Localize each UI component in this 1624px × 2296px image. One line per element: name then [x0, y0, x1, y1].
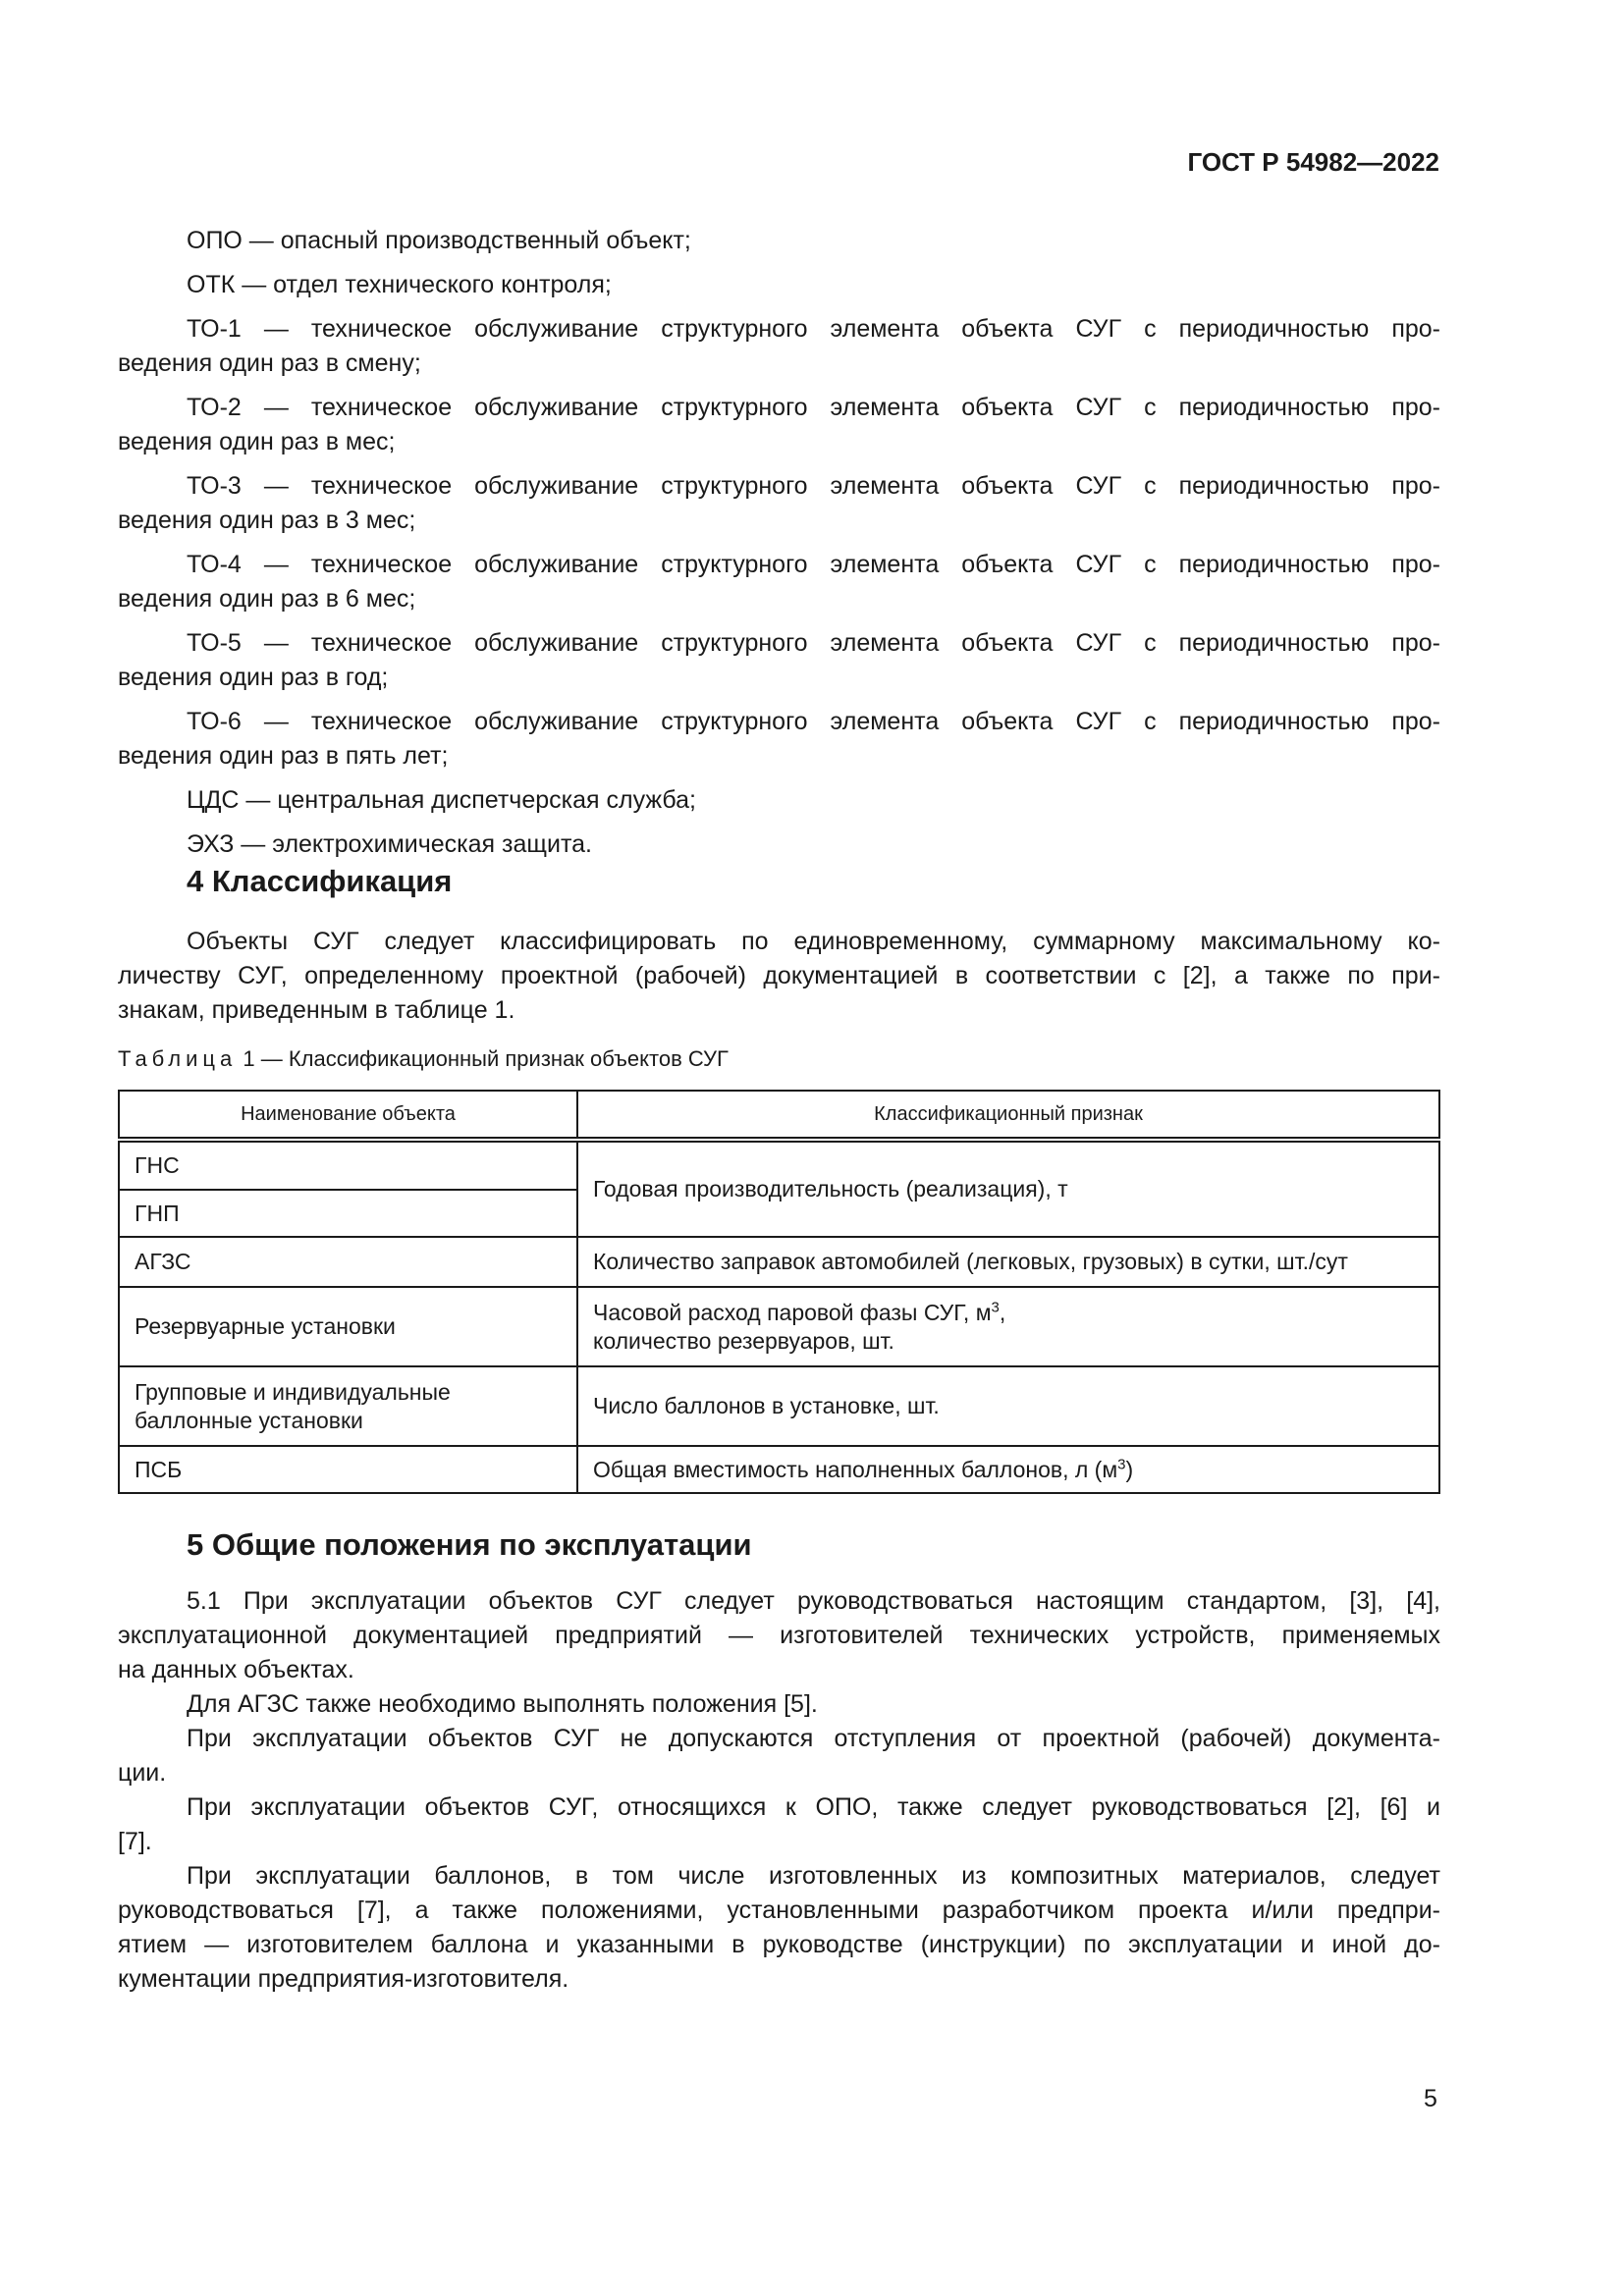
- text-line: на данных объектах.: [118, 1656, 354, 1683]
- superscript: 3: [991, 1298, 1000, 1315]
- feature-text: Общая вместимость наполненных баллонов, л (м: [593, 1456, 1118, 1482]
- abbreviation-item: [118, 705, 1440, 774]
- abbreviation-item: [118, 548, 1440, 616]
- table-caption-text: 1 — Классификационный признак объектов СУГ: [243, 1046, 729, 1071]
- text-line: ведения один раз в год;: [118, 664, 389, 691]
- text-line: кументации предприятия-изготовителя.: [118, 1965, 569, 1993]
- text-line: ТО-4 — техническое обслуживание структурного элемента объекта СУГ с периодичностью про-: [187, 551, 1440, 578]
- text-line: ции.: [118, 1759, 167, 1787]
- text-line: Объекты СУГ следует классифицировать по единовременному, суммарному максимальному ко-: [187, 928, 1440, 955]
- cell-object: Резервуарные установки: [119, 1287, 577, 1366]
- table-header-row: [119, 1091, 1439, 1140]
- text-line: ведения один раз в пять лет;: [118, 742, 449, 770]
- abbreviation-item: [118, 224, 1440, 258]
- text-line: ОТК — отдел технического контроля;: [187, 271, 612, 298]
- text-line: ТО-6 — техническое обслуживание структурного элемента объекта СУГ с периодичностью про-: [187, 708, 1440, 735]
- text-line: личеству СУГ, определенному проектной (рабочей) документацией в соответствии с [2], а также по при-: [118, 962, 1440, 989]
- table-row: [119, 1237, 1439, 1287]
- section-5-heading: 5 Общие положения по эксплуатации: [187, 1527, 752, 1562]
- header-classification-feature: Классификационный признак: [577, 1091, 1439, 1140]
- abbreviation-item: [118, 783, 1440, 818]
- abbreviation-item: [118, 312, 1440, 381]
- cell-feature: Число баллонов в установке, шт.: [577, 1366, 1439, 1446]
- text-line: знакам, приведенным в таблице 1.: [118, 996, 515, 1024]
- text-line: ОПО — опасный производственный объект;: [187, 227, 691, 254]
- feature-text: Часовой расход паровой фазы СУГ, м: [593, 1299, 992, 1325]
- text-line: ЦДС — центральная диспетчерская служба;: [187, 786, 696, 814]
- cell-object: ГНП: [119, 1190, 577, 1237]
- section-4-paragraph: [118, 925, 1440, 1028]
- feature-text-end: ): [1125, 1456, 1134, 1482]
- cell-object: [119, 1366, 577, 1446]
- object-text: Групповые и индивидуальные: [135, 1378, 451, 1405]
- document-number: ГОСТ Р 54982—2022: [1187, 147, 1439, 177]
- cell-object: ГНС: [119, 1140, 577, 1190]
- text-line: [7].: [118, 1828, 152, 1855]
- text-line: ведения один раз в смену;: [118, 349, 421, 377]
- text-line: эксплуатационной документацией предприятий — изготовителей технических устройств, применяемых: [118, 1622, 1440, 1649]
- text-line: ТО-3 — техническое обслуживание структурного элемента объекта СУГ с периодичностью про-: [187, 472, 1440, 500]
- cell-object: ПСБ: [119, 1446, 577, 1493]
- table-row: [119, 1446, 1439, 1493]
- text-line: ТО-2 — техническое обслуживание структурного элемента объекта СУГ с периодичностью про-: [187, 394, 1440, 421]
- text-line: ведения один раз в мес;: [118, 428, 396, 455]
- text-line: ЭХЗ — электрохимическая защита.: [187, 830, 592, 858]
- table-caption: [118, 1046, 729, 1072]
- text-line: Для АГЗС также необходимо выполнять положения [5].: [187, 1690, 818, 1718]
- feature-text-end: ,: [999, 1299, 1006, 1325]
- text-line: При эксплуатации объектов СУГ, относящихся к ОПО, также следует руководствоваться [2], [6] и: [187, 1793, 1440, 1821]
- object-text: баллонные установки: [135, 1407, 363, 1433]
- abbreviations-list: [118, 224, 1440, 872]
- table-row: [119, 1366, 1439, 1446]
- cell-feature: Количество заправок автомобилей (легковых, грузовых) в сутки, шт./сут: [577, 1237, 1439, 1287]
- text-line: ятием — изготовителем баллона и указанными в руководстве (инструкции) по эксплуатации и иной до-: [118, 1931, 1440, 1958]
- text-line: При эксплуатации баллонов, в том числе изготовленных из композитных материалов, следует: [187, 1862, 1440, 1890]
- abbreviation-item: [118, 268, 1440, 302]
- table-caption-prefix: Таблица: [118, 1046, 238, 1071]
- text-line: ТО-1 — техническое обслуживание структурного элемента объекта СУГ с периодичностью про-: [187, 315, 1440, 343]
- header-object-name: Наименование объекта: [119, 1091, 577, 1140]
- section-5-text: [118, 1584, 1440, 1997]
- cell-object: АГЗС: [119, 1237, 577, 1287]
- abbreviation-item: [118, 626, 1440, 695]
- section-4-heading: 4 Классификация: [187, 864, 453, 898]
- text-line: 5.1 При эксплуатации объектов СУГ следует руководствоваться настоящим стандартом, [3], [4],: [187, 1587, 1440, 1615]
- classification-table: [118, 1090, 1440, 1494]
- cell-feature: [577, 1287, 1439, 1366]
- page-number: 5: [1424, 2085, 1437, 2112]
- text-line: ТО-5 — техническое обслуживание структурного элемента объекта СУГ с периодичностью про-: [187, 629, 1440, 657]
- text-line: руководствоваться [7], а также положениями, установленными разработчиком проекта и/или предпри-: [118, 1896, 1440, 1924]
- cell-feature: Годовая производительность (реализация), т: [577, 1140, 1439, 1237]
- superscript: 3: [1117, 1455, 1126, 1472]
- abbreviation-item: [118, 469, 1440, 538]
- text-line: ведения один раз в 3 мес;: [118, 507, 416, 534]
- table-row: [119, 1140, 1439, 1190]
- abbreviation-item: [118, 828, 1440, 862]
- text-line: ведения один раз в 6 мес;: [118, 585, 416, 613]
- abbreviation-item: [118, 391, 1440, 459]
- text-line: При эксплуатации объектов СУГ не допускаются отступления от проектной (рабочей) документа-: [187, 1725, 1440, 1752]
- cell-feature: [577, 1446, 1439, 1493]
- feature-text: количество резервуаров, шт.: [593, 1327, 894, 1354]
- table-row: [119, 1287, 1439, 1366]
